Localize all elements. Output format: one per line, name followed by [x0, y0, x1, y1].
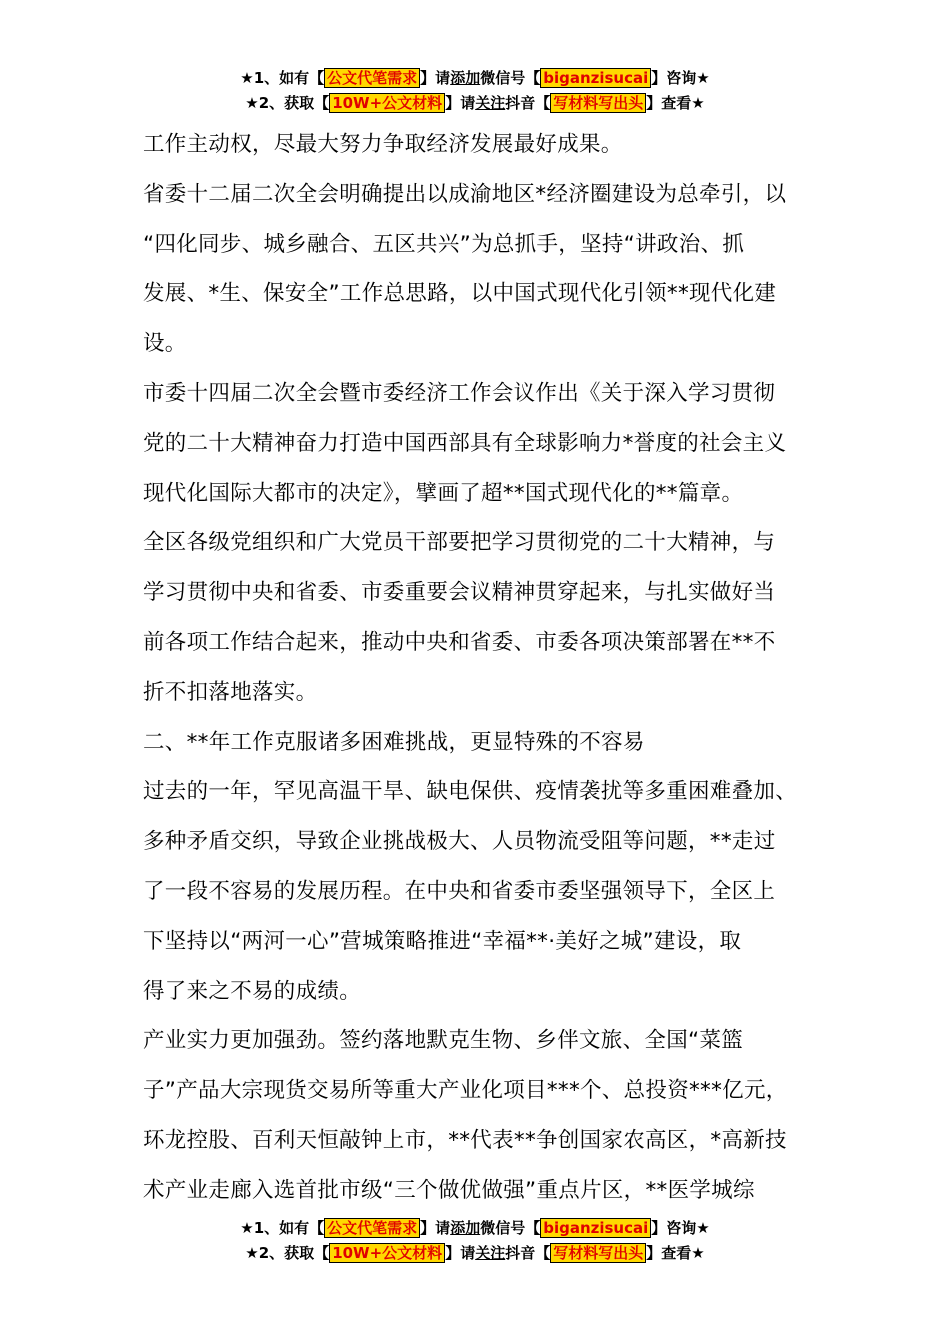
text-line: 发展、*生、保安全”工作总思路，以中国式现代化引领**现代化建 — [143, 281, 777, 307]
highlight-douyin: 写材料写出头 — [550, 1243, 646, 1263]
text-line: 了一段不容易的发展历程。在中央和省委市委坚强领导下，全区上 — [143, 878, 776, 904]
highlight-wechat-id: biganzisucai — [540, 68, 651, 88]
text-line: 省委十二届二次全会明确提出以成渝地区*经济圈建设为总牵引，以 — [143, 181, 787, 207]
promo-line-1: ★1、如有【 公文代笔需求 】请添加微信号【 biganzisucai 】咨询★ — [240, 1219, 710, 1237]
document-body — [143, 120, 833, 1216]
text-line: 下坚持以“两河一心”营城策略推进“幸福**·美好之城”建设，取 — [143, 928, 742, 954]
star-icon: ★ — [245, 94, 259, 112]
highlight-materials: 10W+公文材料 — [329, 93, 445, 113]
text-line: 设。 — [143, 331, 187, 357]
text-line: 二、**年工作克服诸多困难挑战，更显特殊的不容易 — [143, 729, 645, 755]
highlight-wechat-id: biganzisucai — [540, 1218, 651, 1238]
highlight-service: 公文代笔需求 — [324, 1218, 420, 1238]
text-line: 市委十四届二次全会暨市委经济工作会议作出《关于深入学习贯彻 — [143, 380, 776, 406]
text-line: 折不扣落地落实。 — [143, 679, 318, 705]
star-icon: ★ — [240, 69, 254, 87]
text-line: 过去的一年，罕见高温干旱、缺电保供、疫情袭扰等多重困难叠加、 — [143, 779, 798, 805]
promo-line-2: ★2、获取【 10W+公文材料 】请关注抖音【 写材料写出头 】查看★ — [245, 1244, 705, 1262]
promo-line-1: ★1、如有【 公文代笔需求 】请添加微信号【 biganzisucai 】咨询★ — [240, 69, 710, 87]
text-line: 前各项工作结合起来，推动中央和省委、市委各项决策部署在**不 — [143, 629, 776, 655]
promo-line-2: ★2、获取【 10W+公文材料 】请关注抖音【 写材料写出头 】查看★ — [245, 94, 705, 112]
text-line: 现代化国际大都市的决定》，擘画了超**国式现代化的**篇章。 — [143, 480, 744, 506]
highlight-materials: 10W+公文材料 — [329, 1243, 445, 1263]
text-line: 环龙控股、百利天恒敲钟上市，**代表**争创国家农高区，*高新技 — [143, 1127, 787, 1153]
highlight-douyin: 写材料写出头 — [550, 93, 646, 113]
star-icon: ★ — [240, 1219, 254, 1237]
text-line: 党的二十大精神奋力打造中国西部具有全球影响力*誉度的社会主义 — [143, 430, 787, 456]
text-line: 学习贯彻中央和省委、市委重要会议精神贯穿起来，与扎实做好当 — [143, 580, 776, 606]
text-line: 子”产品大宗现货交易所等重大产业化项目***个、总投资***亿元， — [143, 1078, 788, 1104]
text-line: 全区各级党组织和广大党员干部要把学习贯彻党的二十大精神，与 — [143, 530, 776, 556]
text-line: 术产业走廊入选首批市级“三个做优做强”重点片区，**医学城综 — [143, 1177, 755, 1203]
highlight-service: 公文代笔需求 — [324, 68, 420, 88]
text-line: “四化同步、城乡融合、五区共兴”为总抓手，坚持“讲政治、抓 — [143, 231, 745, 257]
text-line: 得了来之不易的成绩。 — [143, 978, 362, 1004]
promo-banner-top — [0, 66, 950, 116]
text-line: 工作主动权，尽最大努力争取经济发展最好成果。 — [143, 132, 623, 157]
promo-banner-bottom — [0, 1216, 950, 1266]
star-icon: ★ — [245, 1244, 259, 1262]
text-line: 多种矛盾交织，导致企业挑战极大、人员物流受阻等问题，**走过 — [143, 829, 776, 855]
text-line: 产业实力更加强劲。签约落地默克生物、乡伴文旅、全国“菜篮 — [143, 1028, 744, 1054]
